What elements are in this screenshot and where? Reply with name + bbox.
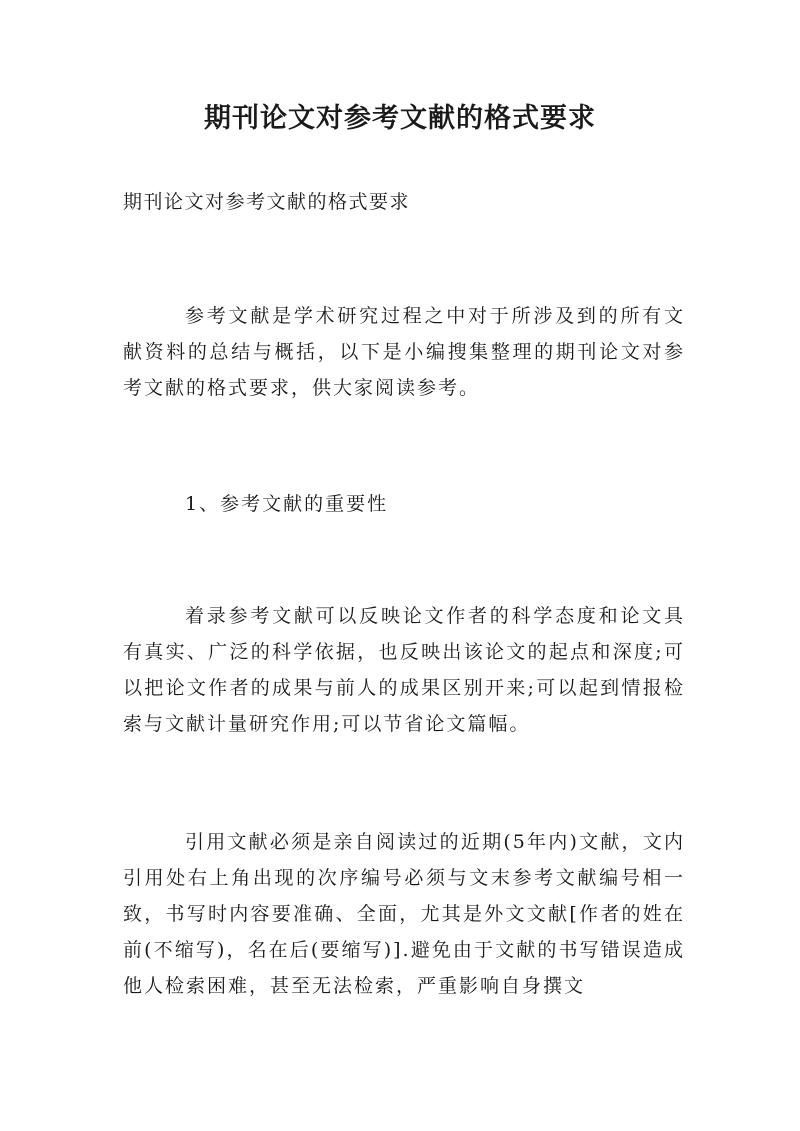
body-paragraph: 着录参考文献可以反映论文作者的科学态度和论文具有真实、广泛的科学依据，也反映出该论文的起点和深度;可以把论文作者的成果与前人的成果区别开来;可以起到情报检索与文献计量研究作用;可以节省论文篇幅。 <box>123 605 685 735</box>
document-title: 期刊论文对参考文献的格式要求 <box>204 103 596 134</box>
document-subtitle: 期刊论文对参考文献的格式要求 <box>123 191 411 213</box>
intro-paragraph: 参考文献是学术研究过程之中对于所涉及到的所有文献资料的总结与概括，以下是小编搜集整理的期刊论文对参考文献的格式要求，供大家阅读参考。 <box>123 305 685 399</box>
section-heading: 1、参考文献的重要性 <box>185 493 389 515</box>
body-paragraph: 引用文献必须是亲自阅读过的近期(5年内)文献，文内引用处右上角出现的次序编号必须与文末参考文献编号相一致，书写时内容要准确、全面，尤其是外文文献[作者的姓在前(不缩写)，名在后(要缩写)].避免由于文献的书写错误造成他人检索困难，甚至无法检索，严重影响自身撰文 <box>123 831 685 997</box>
